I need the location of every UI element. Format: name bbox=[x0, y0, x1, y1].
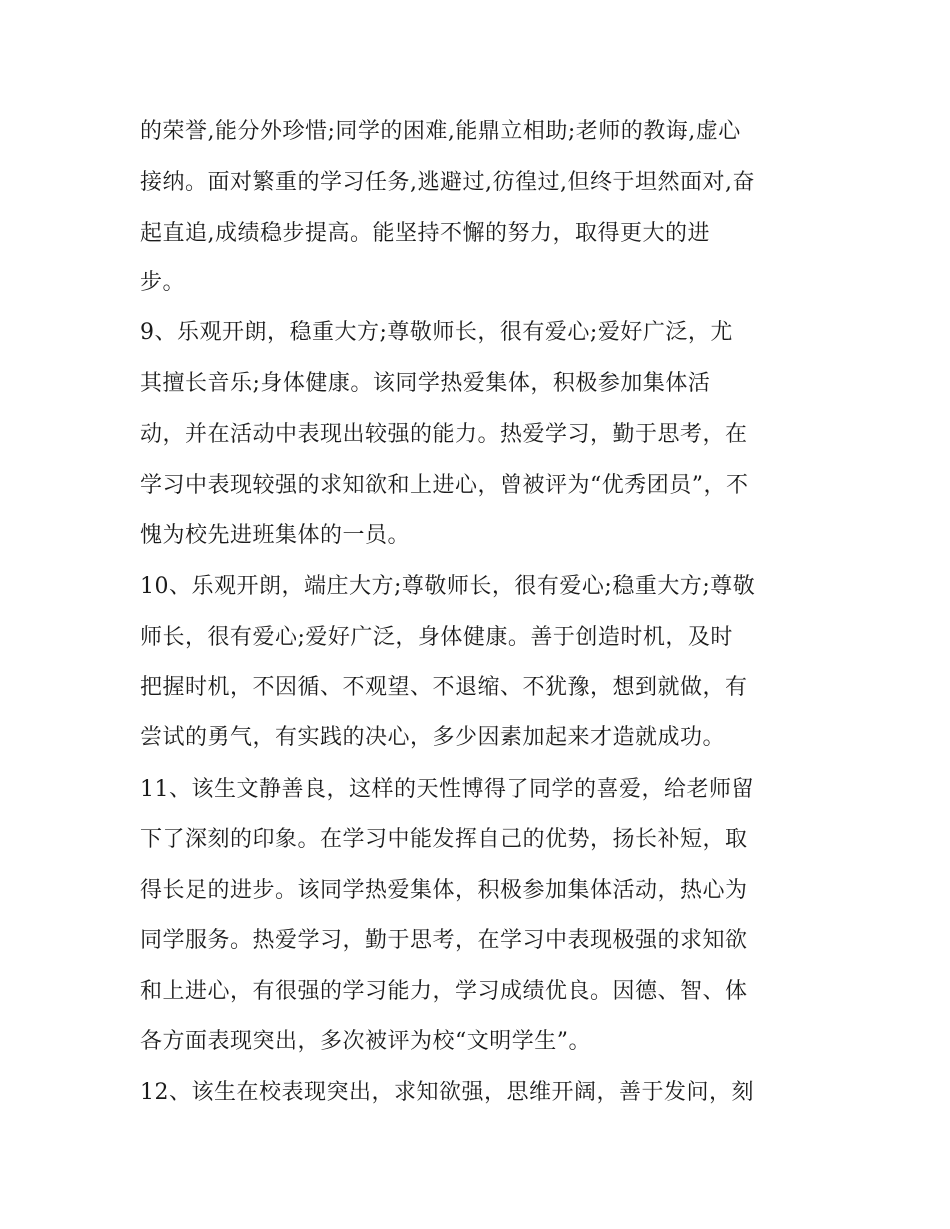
text-line: 的荣誉,能分外珍惜;同学的困难,能鼎立相助;老师的教诲,虚心 bbox=[140, 119, 741, 144]
text-line: 下了深刻的印象。在学习中能发挥自己的优势，扬长补短，取 bbox=[140, 827, 748, 852]
text-line: 起直追,成绩稳步提高。能坚持不懈的努力，取得更大的进 bbox=[140, 221, 710, 246]
text-line: 把握时机，不因循、不观望、不退缩、不犹豫，想到就做，有 bbox=[140, 675, 748, 700]
text-line: 愧为校先进班集体的一员。 bbox=[140, 523, 411, 548]
text-line: 步。 bbox=[140, 270, 186, 295]
text-line: 动，并在活动中表现出较强的能力。热爱学习，勤于思考，在 bbox=[140, 422, 748, 447]
text-line: 接纳。面对繁重的学习任务,逃避过,彷徨过,但终于坦然面对,奋 bbox=[140, 170, 755, 195]
text-line: 得长足的进步。该同学热爱集体，积极参加集体活动，热心为 bbox=[140, 878, 748, 903]
text-line: 师长，很有爱心;爱好广泛，身体健康。善于创造时机，及时 bbox=[140, 625, 733, 650]
text-line: 和上进心，有很强的学习能力，学习成绩优良。因德、智、体 bbox=[140, 979, 748, 1004]
text-line: 其擅长音乐;身体健康。该同学热爱集体，积极参加集体活 bbox=[140, 371, 711, 396]
text-line: 11、该生文静善良，这样的天性博得了同学的喜爱，给老师留 bbox=[140, 777, 754, 802]
text-line: 12、该生在校表现突出，求知欲强，思维开阔，善于发问，刻 bbox=[140, 1080, 754, 1105]
text-line: 9、乐观开朗，稳重大方;尊敬师长，很有爱心;爱好广泛，尤 bbox=[140, 320, 733, 345]
text-line: 同学服务。热爱学习，勤于思考，在学习中表现极强的求知欲 bbox=[140, 928, 748, 953]
text-line: 尝试的勇气，有实践的决心，多少因素加起来才造就成功。 bbox=[140, 725, 726, 750]
text-line: 10、乐观开朗，端庄大方;尊敬师长，很有爱心;稳重大方;尊敬 bbox=[140, 574, 756, 599]
text-line: 各方面表现突出，多次被评为校“文明学生”。 bbox=[140, 1029, 591, 1054]
text-line: 学习中表现较强的求知欲和上进心，曾被评为“优秀团员”，不 bbox=[140, 473, 749, 498]
